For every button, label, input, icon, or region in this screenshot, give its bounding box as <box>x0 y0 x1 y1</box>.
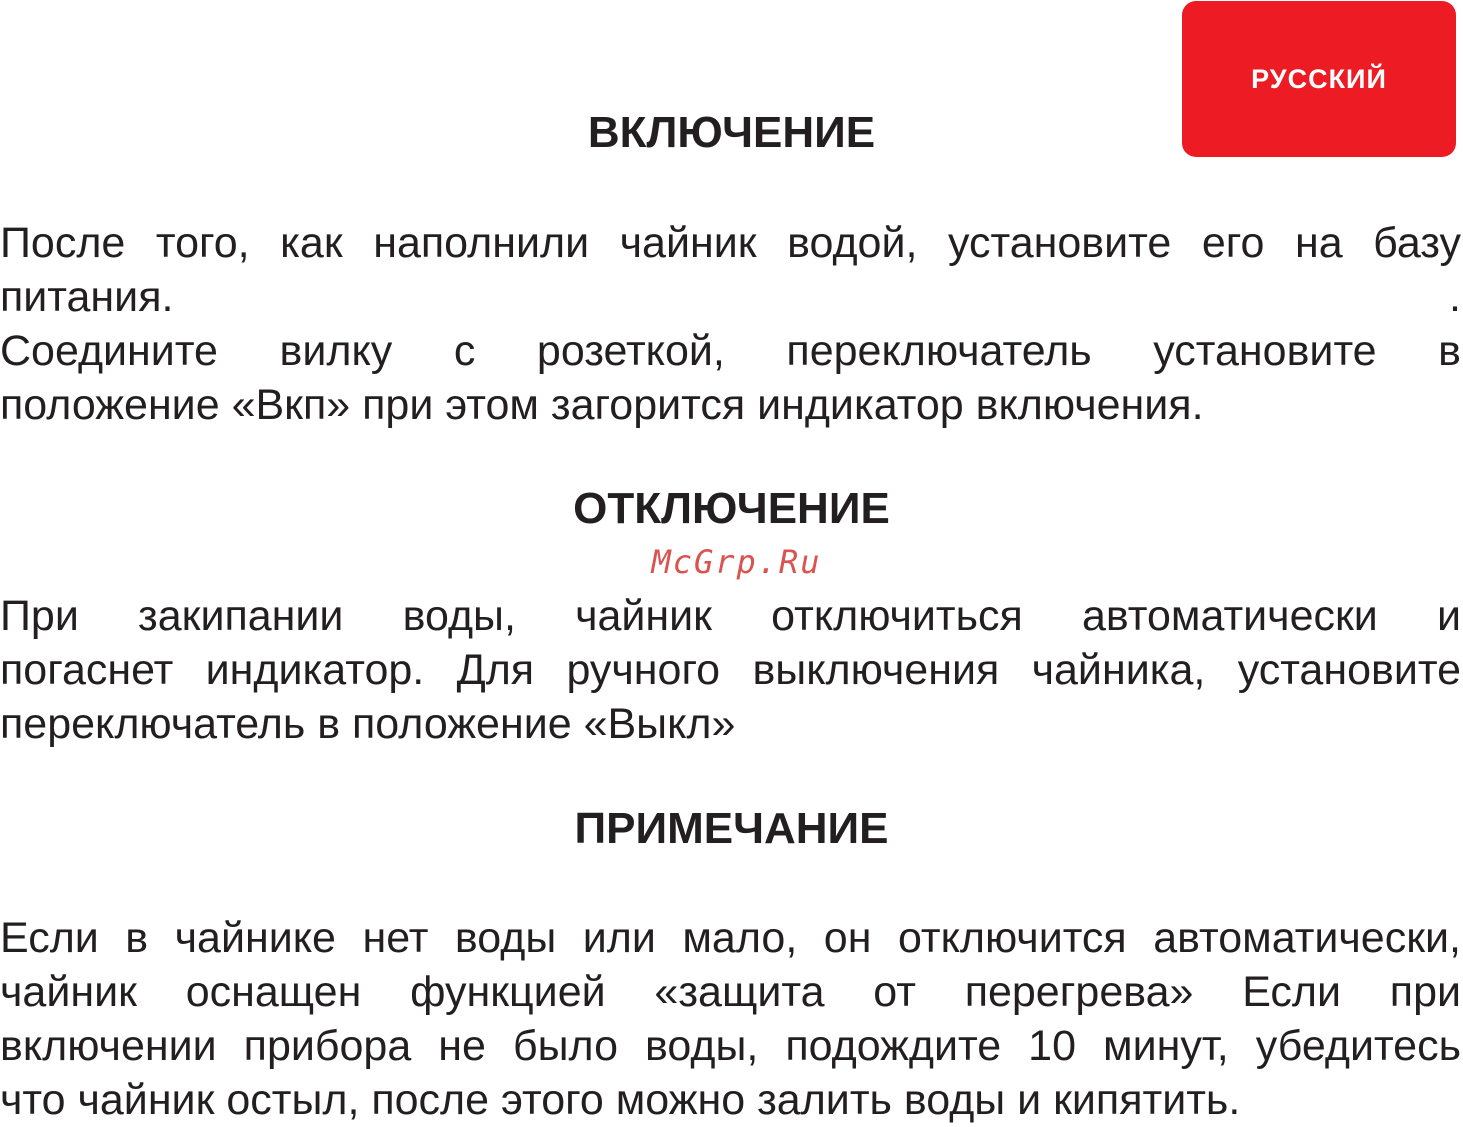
paragraph-line: После того, как наполнили чайник водой, установите его на базу <box>0 219 1461 267</box>
heading-note: ПРИМЕЧАНИЕ <box>574 804 889 853</box>
paragraph-line: положение «Вкп» при этом загорится индикатор включения. <box>0 381 1204 429</box>
language-tab-label: РУССКИЙ <box>1251 63 1387 94</box>
paragraph-line: что чайник остыл, после этого можно залить воды и кипятить. <box>0 1076 1241 1124</box>
paragraph-line: переключатель в положение «Выкл» <box>0 700 736 748</box>
paragraph-line: Соедините вилку с розеткой, переключатель установите в <box>0 327 1461 375</box>
heading-power-on: ВКЛЮЧЕНИЕ <box>587 108 876 157</box>
watermark: McGrp.Ru <box>651 543 822 581</box>
paragraph-line: При закипании воды, чайник отключиться автоматически и <box>0 592 1461 640</box>
paragraph-power-off <box>0 589 1461 751</box>
heading-power-off: ОТКЛЮЧЕНИЕ <box>573 484 890 533</box>
paragraph-line: включении прибора не было воды, подождите 10 минут, убедитесь <box>0 1022 1461 1070</box>
paragraph-line: чайник оснащен функцией «защита от перегрева» Если при <box>0 968 1461 1016</box>
paragraph-note <box>0 911 1461 1127</box>
paragraph-line: погаснет индикатор. Для ручного выключения чайника, установите <box>0 646 1461 694</box>
paragraph-line: Если в чайнике нет воды или мало, он отключится автоматически, <box>0 914 1461 962</box>
paragraph-line: питания. . <box>0 273 1461 321</box>
paragraph-power-on <box>0 216 1461 432</box>
